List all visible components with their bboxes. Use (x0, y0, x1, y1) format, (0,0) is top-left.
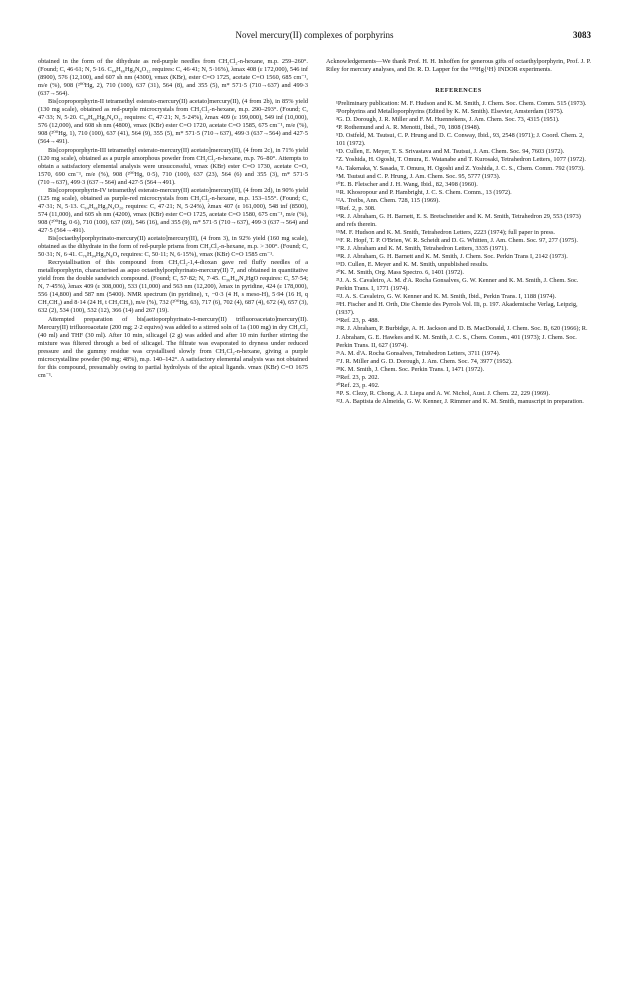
experimental-paragraph: Bis[coproporphyrin-III tetramethyl esterato-mercury(II) acetato]mercury(II), (4 from 2c), in 71% yield (120 mg scale), obtained as a purple amorphous powder from CH₂Cl₂-n-hexane, m.p. 76–80°. Attempts to obtain a satisfactory elemental analysis were unsuccessful, νmax (KBr) ester C=O 1730, acetate C=O, 1570, 690 cm⁻¹, m/e (%), 908 (²⁰⁰Hg, 0·5), 710 (100), 637 (23), 564 (6) and 355 (3), m* 571·5 (710→637), 499·3 (637→564) and 427·5 (564→491). (38, 146, 308, 186)
reference-item: ²⁵R. J. Abraham, P. Burbidge, A. H. Jackson and D. B. MacDonald, J. Chem. Soc. B, 620 (1966); R. J. Abraham, G. E. Hawkes and K. M. Smith, J. C. S., Chem. Comm., 401 (1973); J. Chem. Soc. Perkin Trans. II, 627 (1974). (336, 325, 588, 349)
reference-item: ⁴P. Rothemund and A. R. Menotti, Ibid., 70, 1808 (1948). (336, 124, 481, 132)
reference-item: ¹⁵M. F. Hudson and K. M. Smith, Tetrahedron Letters, 2223 (1974); full paper in press. (336, 228, 556, 236)
reference-item: ²³H. Fischer and H. Orth, Die Chemie des Pyrrols Vol. IIi, p. 197. Akademische Verlag, Leipzig, (1937). (336, 301, 578, 317)
reference-item: ³⁰Ref. 23, p. 492. (336, 381, 380, 389)
reference-item: ¹⁹D. Cullen, E. Meyer and K. M. Smith, unpublished results. (336, 261, 489, 269)
experimental-paragraph: Bis[coproporphyrin-IV tetramethyl esterato-mercury(II) acetato]mercury(II), (4 from 2d), in 90% yield (125 mg scale), obtained as purple-red microcrystals from CH₂Cl₂-n-hexane, m.p. 153–155°. (Found; C, 47·31; N, 5·13. C₆₄H₆₆Hg₃N₄O₂₀ requires: C, 47·21; N, 5·24%), λmax 407 (ε 161,000), 548 inf (8500), 574 (11,000), and 605 sh nm (4200), νmax (KBr) ester C=O 1725, acetate C=O 1580, 675 cm⁻¹, m/e (%), 908 (²⁰⁰Hg, 0·6), 710 (100), 637 (69), 546 (16), and 355 (9), m* 571·5 (710→637), 499·3 (637→564) and 427·5 (564→491). (38, 186, 308, 234)
page-number: 3083 (573, 30, 591, 40)
reference-item: ²Porphyrins and Metalloporphyrins (Edited by K. M. Smith). Elsevier, Amsterdam (1975). (336, 108, 564, 116)
running-title: Novel mercury(II) complexes of porphyrins (235, 30, 394, 40)
reference-item: ²²J. A. S. Cavaleiro, G. W. Kenner and K. M. Smith, Ibid., Perkin Trans. I, 1188 (1974). (336, 293, 557, 301)
reference-item: ³G. D. Dorough, J. R. Miller and F. M. Huennekens, J. Am. Chem. Soc. 73, 4315 (1951). (336, 116, 560, 124)
reference-item: ⁵D. Ostfeld, M. Tsutsui, C. P. Hrung and D. C. Conway, Ibid., 93, 2548 (1971); J. Coord. Chem. 2, 101 (1972). (336, 132, 584, 148)
reference-item: ⁷Z. Yoshida, H. Ogoshi, T. Omura, E. Watanabe and T. Kurosaki, Tetrahedron Letters, 1077 (1972). (336, 156, 586, 164)
reference-item: ¹⁸R. J. Abraham, G. H. Barnett and K. M. Smith, J. Chem. Soc. Perkin Trans I, 2142 (1973). (336, 253, 568, 261)
reference-item: ⁹M. Tsutsui and C. P. Hrung, J. Am. Chem. Soc. 95, 5777 (1973). (336, 172, 501, 180)
reference-item: ³²J. A. Baptista de Almeida, G. W. Kenner, J. Rimmer and K. M. Smith, manuscript in preparation. (336, 397, 584, 405)
reference-item: ²⁴Ref. 23, p. 488. (336, 317, 380, 325)
reference-item: ¹⁰E. B. Fleischer and J. H. Wang, Ibid., 82, 3498 (1960). (336, 180, 478, 188)
reference-item: ²⁸K. M. Smith, J. Chem. Soc. Perkin Trans. I, 1471 (1972). (336, 365, 485, 373)
references-heading: REFERENCES (435, 87, 482, 95)
acknowledgements: Acknowledgements—We thank Prof. H. H. Inhoffen for generous gifts of octaethylporphyrin, Prof. J. P. Riley for mercury analyses, and Dr. R. D. Lapper for the ¹⁹⁹Hg{¹H} INDOR experiments. (326, 58, 591, 74)
references-list (326, 100, 591, 406)
reference-item: ²⁶A. M. d'A. Rocha Gonsalves, Tetrahedron Letters, 3711 (1974). (336, 349, 501, 357)
reference-item: ²¹J. A. S. Cavaleiro, A. M. d'A. Rocha Gonsalves, G. W. Kenner and K. M. Smith, J. Chem. Soc. Perkin Trans. I, 1771 (1974). (336, 277, 579, 293)
reference-item: ²⁷J. R. Miller and G. D. Dorough, J. Am. Chem. Soc. 74, 3977 (1952). (336, 357, 513, 365)
reference-item: ¹¹R. Khosropour and P. Hambright, J. C. S. Chem. Comm., 13 (1972). (336, 188, 512, 196)
experimental-paragraph: obtained in the form of the dihydrate as red-purple needles from CH₂Cl₂-n-hexane, m.p. 259–260°. (Found; C, 46·61; N, 5·16. C₆₄H₆₆Hg₃N₄O₁₂ requires: C, 46·41; N, 5·16%), λmax 408 (ε 172,000), 546 inf (8900), 576 (12,100), and 607 sh nm (4300), νmax (KBr), ester C=O 1725, acetate C=O 1560, 685 cm⁻¹, m/e (%), 908 (²⁰⁰Hg, 2), 710 (100), 637 (31), 564 (8), and 355 (5), m* 571·5 (710→637) and 499·3 (637→564). (38, 58, 308, 98)
reference-item: ⁶D. Cullen, E. Meyer, T. S. Srivastava and M. Tsutsui, J. Am. Chem. Soc. 94, 7603 (1972). (336, 148, 565, 156)
experimental-paragraph: Recrystallisation of this compound from CH₂Cl₂-1,4-dioxan gave red fluffy needles of a metalloporphyrin, characterised as aquo octaethylporphyrinato-mercury(II) 7, and obtained in quantitative yield from the double sandwich compound. (Found; C, 57·82; N, 7·45. C₃₆H₄₄N₄HgO requires: C, 57·54; N, 7·45%), λmax 409 (ε 308,000), 533 (11,000) and 563 nm (12,200), λmax in pyridine, 424 (ε 178,000), 556 (14,800) and 587 nm (5400). NMR spectrum (in pyridine), τ, −0·3 (4 H, s meso-H), 5·94 (16 H, q CH₂CH₃) and 8·14 (24 H, t CH₂CH₃), m/e (%), 732 (²⁰⁰Hg, 63), 717 (6), 702 (4), 687 (4), 672 (4), 657 (3), 632 (2), 534 (100), 532 (12), 366 (14) and 267 (19). (38, 259, 308, 315)
experimental-paragraph: Bis[coproporphyrin-II tetramethyl esterato-mercury(II) acetato]mercury(II), (4 from 2b), in 85% yield (130 mg scale), obtained as red-purple microcrystals from CH₂Cl₂-n-hexane, m.p. 290–293°. (Found; C, 47·33; N, 5·20. C₆₄H₆₆Hg₃N₄O₁₂ requires: C, 47·21; N, 5·24%), λmax 409 (ε 199,000), 549 inf (10,000), 576 (12,000), and 608 sh nm (4800), νmax (KBr) ester C=O 1720, acetate C=O 1585, 675 cm⁻¹, m/e (%), 908 (²⁰⁰Hg, 1), 710 (100), 637 (41), 564 (9), 355 (5), m* 571·5 (710→637), 499·3 (637→564) and 427·5 (564→491). (38, 98, 308, 146)
reference-item: ²⁰K. M. Smith, Org. Mass Spectro. 6, 1401 (1972). (336, 269, 464, 277)
reference-item: ³¹P. S. Clezy, R. Chong, A. J. Liepa and A. W. Nichol, Aust. J. Chem. 22, 229 (1969). (336, 389, 550, 397)
reference-item: ¹Preliminary publication: M. F. Hudson and K. M. Smith, J. Chem. Soc. Chem. Comm. 515 (1973). (336, 100, 587, 108)
right-column (326, 58, 591, 406)
experimental-paragraph: Bis[octaethylporphyrinato-mercury(II) acetato]mercury(II), (4 from 3), in 92% yield (160 mg scale), obtained as the dihydrate in the form of red-purple prisms from CH₂Cl₂-n-hexane, m.p. > 300°. (Found; C, 50·31; N, 6·41. C₇₆H₉₄Hg₃N₈O₄ requires: C, 50·11; N, 6·15%), νmax (KBr) C=O 1585 cm⁻¹. (38, 235, 308, 259)
reference-item: ¹⁶F. R. Hopf, T. P. O'Brien, W. R. Scheidt and D. G. Whitten, J. Am. Chem. Soc. 97, 277 (1975). (336, 236, 578, 244)
running-header (38, 30, 591, 44)
reference-item: ¹⁴R. J. Abraham, G. H. Barnett, E. S. Bretschneider and K. M. Smith, Tetrahedron 29, 553 (1973) and refs therein. (336, 212, 581, 228)
reference-item: ²⁹Ref. 23, p. 202. (336, 373, 380, 381)
experimental-paragraph: Attempted preparation of bis[aetioporphyrinato-I-mercury(II) trifluoroacetato]mercury(II). Mercury(II) trifluoroacetate (200 mg; 2·2 equivs) was added to a stirred soln of 1a (100 mg) in dry CH₂Cl₂ (40 ml) and THF (30 ml). After 10 min, silicagel (2 g) was added and after 10 min further stirring the mixture was filtered through a bed of silicagel. The filtrate was evaporated to dryness under reduced pressure and the gummy residue was crystallised slowly from CH₂Cl₂-n-hexane, giving a purple microcrystalline powder (90 mg; 48%), m.p. 140–142°. A satisfactory elemental analysis was not obtained for this compound, presumably owing to partial hydrolysis of the apical ligands. νmax (KBr) C=O 1675 cm⁻¹. (38, 315, 308, 379)
left-column (38, 58, 308, 380)
reference-item: ¹²A. Treibs, Ann. Chem. 728, 115 (1969). (336, 196, 440, 204)
reference-item: ¹³Ref. 2, p. 308. (336, 204, 376, 212)
reference-item: ⁸A. Takenaka, Y. Sasada, T. Omura, H. Ogoshi and Z. Yoshida, J. C. S., Chem. Comm. 792 (1973). (336, 164, 585, 172)
reference-item: ¹⁷R. J. Abraham and K. M. Smith, Tetrahedron Letters, 3335 (1971). (336, 244, 508, 252)
